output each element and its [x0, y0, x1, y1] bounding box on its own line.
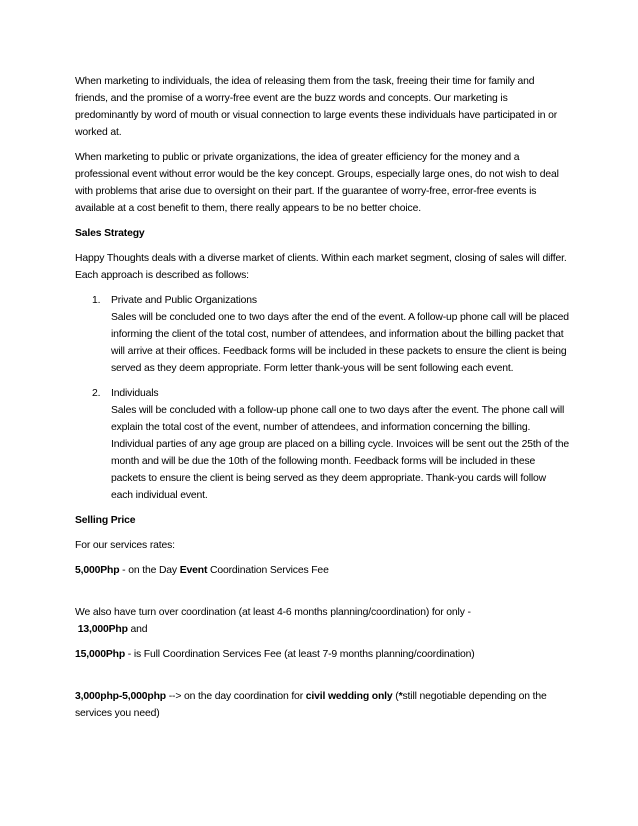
heading-sales-strategy: Sales Strategy [75, 228, 145, 239]
price-value: 5,000Php [75, 565, 120, 576]
price-text: - on the Day [119, 565, 180, 576]
price-text: - is Full Coordination Services Fee (at least 7-9 months planning/coordination) [125, 649, 475, 660]
paragraph-marketing-individuals: When marketing to individuals, the idea of releasing them from the task, freeing their time for family and friends, and the promise of a worry-free event are the buzz words and concepts. Our marketing is predominantly by word of mouth or visual connection to large events these individuals have participated in or worked at. [75, 76, 558, 138]
paragraph-sales-intro: Happy Thoughts deals with a diverse market of clients. Within each market segment, closing of sales will differ. Each approach is described as follows: [75, 253, 567, 281]
paragraph-marketing-organizations: When marketing to public or private organizations, the idea of greater efficiency for the money and a professional event without error would be the key concept. Groups, especially large ones, do not wish to deal with problems that arise due to oversight on their part. If the guarantee of worry-free, error-free events is available at a cost benefit to them, there really appears to be no better choice. [75, 152, 559, 214]
list-item-body: Sales will be concluded with a follow-up phone call one to two days after the event. The phone call will explain the total cost of the event, number of attendees, and information concerning the billing. Individual parties of any age group are placed on a billing cycle. Invoices will be sent out the 25th of the month and will be due the 10th of the following month. Feedback forms will be included in these packets to ensure the client is being served as they deem appropriate. Thank-you cards will follow each individual event. [111, 405, 570, 501]
price-text: and [127, 624, 148, 635]
list-item-individuals [75, 385, 570, 504]
heading-selling-price: Selling Price [75, 515, 136, 526]
sales-approach-list [75, 292, 570, 504]
price-value: 3,000php-5,000php [75, 691, 166, 702]
price-civil-wedding [75, 688, 570, 722]
list-item-title: Private and Public Organizations [111, 295, 257, 306]
price-bold-word: Event [179, 565, 208, 576]
price-text: ( [392, 691, 399, 702]
list-item-body: Sales will be concluded one to two days after the end of the event. A follow-up phone call will be placed informing the client of the total cost, number of attendees, and information about the billing packet that will arrive at their offices. Feedback forms will be included in these packets to ensure the client is being served as they deem appropriate. Form letter thank-yous will be sent following each event. [111, 312, 569, 374]
price-value: 13,000Php [77, 624, 128, 635]
price-text: still negotiable depending on the services you need) [75, 691, 547, 719]
price-bold-phrase: civil wedding only [305, 691, 393, 702]
price-bold-star: * [398, 691, 403, 702]
price-text: Coordination Services Fee [207, 565, 329, 576]
price-day-event [75, 562, 570, 579]
paragraph-rates-intro: For our services rates: [75, 540, 175, 551]
blank-line [75, 671, 570, 688]
price-text: --> on the day coordination for [166, 691, 306, 702]
document-page [75, 73, 570, 730]
blank-line [75, 587, 570, 604]
price-text: We also have turn over coordination (at least 4-6 months planning/coordination) for only - [75, 607, 471, 618]
price-turnover [75, 604, 570, 638]
price-full-coordination [75, 646, 570, 663]
list-number: 2. [92, 388, 101, 399]
list-item-title: Individuals [111, 388, 159, 399]
list-item-organizations [75, 292, 570, 377]
price-value: 15,000Php [75, 649, 126, 660]
list-number: 1. [92, 295, 101, 306]
